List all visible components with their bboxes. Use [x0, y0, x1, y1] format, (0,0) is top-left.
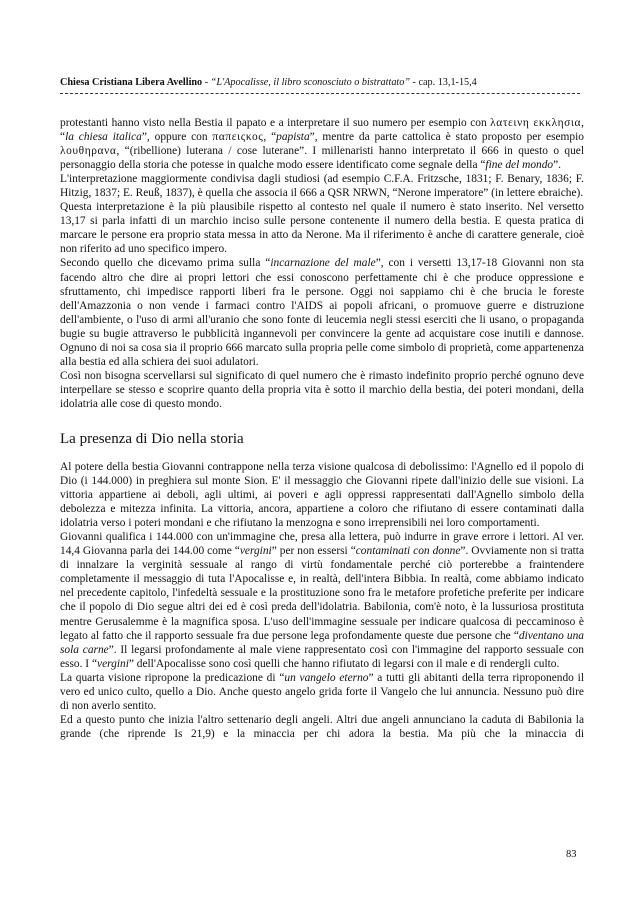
emphasis: vergini — [239, 545, 272, 558]
greek-term: λατεινη εκκλησια — [490, 117, 582, 129]
emphasis: contaminati con donne — [355, 545, 461, 558]
paragraph-6: Al potere della bestia Giovanni contrappone nella terza visione qualcosa di debolissimo: l'Agnello ed il popolo di Dio (i 144.000) in preghiera sul monte Sion. E' il messaggio che Giovanni ripete dall'inizio delle sue visioni. La vittoria appartiene ai deboli, agli ultimi, ai poveri e agli oppressi rappresentati dall'Agnello simbolo della debolezza e mitezza infinita. La vittoria, ancora, appartiene a coloro che rifiutano di essere contaminati dalla idolatria verso i poteri mondani e che rifiutano la menzogna e sono irreprensibili nei loro comportamenti. — [60, 460, 584, 530]
paragraph-2: L'interpretazione maggiormente condivisa dagli studiosi (ad esempio C.F.A. Fritzsche, 1831; F. Benary, 1836; F. Hitzig, 1837; E. Reuß, 1837), è quella che associa il 666 a QSR NRWN, “Nerone imperatore” (in lettere ebraiche). — [60, 173, 584, 200]
section-heading: La presenza di Dio nella storia — [60, 430, 244, 447]
text-run: ”, con i versetti 13,17-18 Giovanni non sta facendo altro che dire ai propri lettori che essi conoscono perfettamente chi è che produce oppressione e sfruttamento, chi impedisce rapporti liberi fra le persone. Oggi noi sappiamo chi è che brucia le foreste dell'Amazzonia o non vende i farmaci contro l'AIDS ai popoli africani, o promuove guerre e distruzione dell'ambiente, o l'uso di armi all'uranio che sono fonte di leucemia negli stessi eserciti che li usano, o propaganda bugie su bugie attraverso le pubblicità ingannevoli per convincere la gente ad acquistare cose inutili e dannose. Ognuno di noi sa cosa sia il proprio 666 marcato sulla propria pelle come simbolo di proprietà, come appartenenza alla bestia ed alla schiera dei suoi adulatori. — [60, 257, 584, 368]
emphasis: diventano una sola carne — [60, 629, 584, 656]
text-run: ” a tutti gli abitanti della terra riproponendo il vero ed unico culto, quello a Dio. Anche questo angelo grida forte il Vangelo che lui annuncia. Nessuno può dire di non averlo sentito. — [60, 671, 584, 712]
text-run: protestanti hanno visto nella Bestia il papato e a interpretare il suo numero per esempio con — [60, 117, 491, 129]
greek-term: λουθηρανα — [60, 145, 117, 158]
text-run: , “ — [60, 117, 584, 144]
text-run: ”, oppure con — [141, 131, 213, 144]
emphasis: vergini — [97, 657, 129, 670]
header-organization: Chiesa Cristiana Libera Avellino — [60, 77, 203, 88]
text-run: ”, mentre da parte cattolica è stato proposto per esempio — [309, 131, 584, 144]
paragraph-5: Così non bisogna scervellarsi sul significato di quel numero che è rimasto indefinito proprio perché ognuno deve interpellare se stesso e scoprire quanto della propria vita è sotto il marchio della bestia, dei poteri mondani, della idolatria alle cose di questo mondo. — [60, 369, 584, 410]
paragraph-9: Ed a questo punto che inizia l'altro settenario degli angeli. Altri due angeli annunciano la caduta di Babilonia la grande (che riprende Is 21,9) e la minaccia per chi adora la bestia. Ma più che la minaccia di — [60, 713, 584, 740]
text-run: Secondo quello che dicevamo prima sulla “ — [60, 257, 271, 270]
page-number: 83 — [566, 849, 577, 860]
emphasis: incarnazione del male — [270, 257, 376, 270]
header-chapter: - cap. 13,1-15,4 — [410, 77, 477, 88]
text-run: ”. Ovviamente non si tratta di innalzare la verginità sessuale al rango di virtù fondamentale perché ciò porterebbe a fraintendere completamente il messaggio di tuta l'Apocalisse e, in realtà, dell'intera Bibbia. In realtà, come abbiamo indicato nel precedente capitolo, l'infedeltà sessuale e la prostituzione sono fra le metafore profetiche preferite per indicare che il popolo di Dio segue altri dei ed è così preda dell'idolatria. Babilonia, com'è noto, è la lussuriosa prostituta mentre Gerusalemme è la magnifica sposa. L'uso dell'immagine sessuale per indicare qualcosa di peccaminoso è legato al fatto che il rapporto sessuale fra due persone lega profondamente queste due persone che “ — [60, 545, 585, 642]
paragraph-8 — [60, 671, 584, 713]
text-run: , “(ribellione) luterana / cose luterane”. I millenaristi hanno interpretato il 666 in questo o quel personaggio della storia che potesse in qualche modo essere identificato come segnale della “ — [60, 145, 584, 172]
greek-term: παπειςκος — [212, 131, 264, 144]
text-run: Giovanni qualifica i 144.000 con un'immagine che, presa alla lettera, può indurre in grave errore i lettori. Al ver. 14,4 Giovanna parla dei 144.00 come “ — [60, 531, 584, 558]
text-run: La quarta visione ripropone la predicazione di “ — [60, 671, 285, 684]
emphasis: papista — [276, 131, 310, 144]
paragraph-3: Questa interpretazione è la più plausibile rispetto al contesto nel quale il numero è stato inserito. Nel versetto 13,17 si parla infatti di un marchio inciso sulle persone contenente il numero della bestia. E questa pratica di marcare le persone era proprio stata messa in atto da Nerone. Ma il riferimento è anche di carattere generale, cioè non riferito ad uno specifico impero. — [60, 201, 584, 256]
paragraph-7 — [60, 530, 584, 670]
emphasis: un vangelo eterno — [284, 671, 369, 684]
header-work-title: “L'Apocalisse, il libro sconosciuto o bistrattato” — [210, 77, 410, 88]
emphasis: la chiesa italica — [65, 131, 142, 144]
emphasis: fine del mondo — [485, 159, 554, 172]
text-run: ”. Il legarsi profondamente al male viene rappresentato così con l'immagine del rapporto sessuale con esso. I “ — [60, 643, 584, 670]
text-run: ” per non essersi “ — [271, 545, 356, 558]
header-separator: - — [202, 77, 211, 88]
text-run: ” dell'Apocalisse sono così quelli che hanno rifiutato di legarsi con il male e di rendergli culto. — [128, 657, 560, 670]
running-header — [60, 77, 580, 89]
paragraph-4 — [60, 256, 584, 368]
header-rule — [60, 93, 580, 94]
body-text — [60, 116, 584, 741]
text-run: , “ — [263, 131, 277, 144]
text-run: ”. — [553, 159, 562, 172]
paragraph-1 — [60, 116, 584, 172]
